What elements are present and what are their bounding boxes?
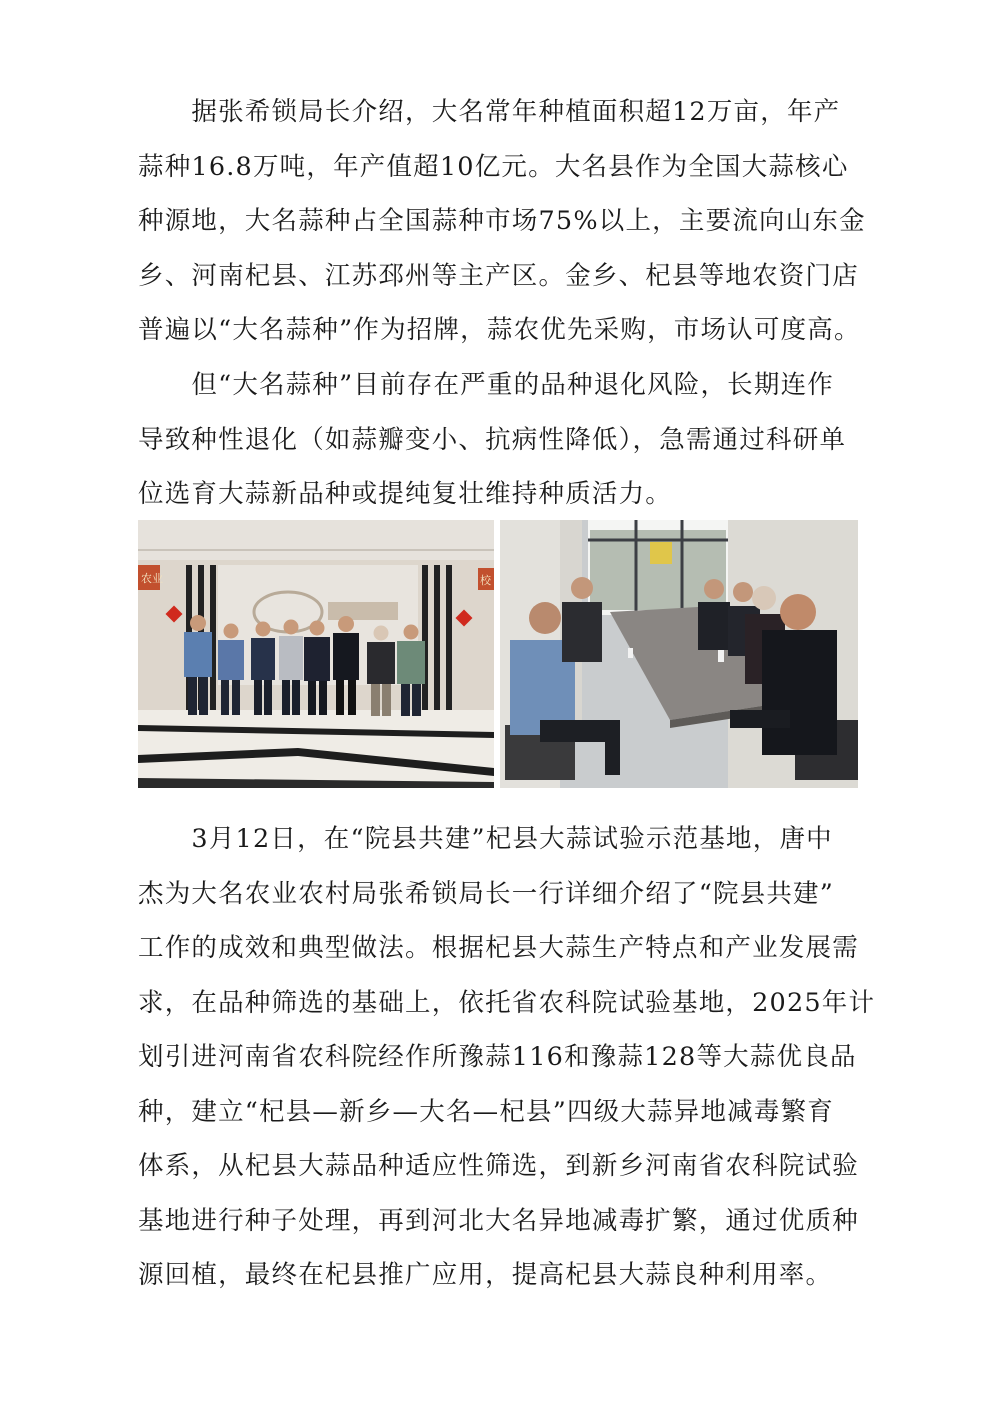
sign-left-text: 农业 — [141, 572, 163, 585]
group-photo — [138, 520, 494, 788]
text-line: 种，建立“杞县—新乡—大名—杞县”四级大蒜异地减毒繁育 — [138, 1096, 834, 1127]
text-line: 3月12日，在“院县共建”杞县大蒜试验示范基地，唐中 — [138, 824, 833, 854]
text-line: 乡、河南杞县、江苏邳州等主产区。金乡、杞县等地农资门店 — [138, 260, 859, 291]
paragraph-visit — [138, 812, 876, 1303]
text-line: 位选育大蒜新品种或提纯复壮维持种质活力。 — [138, 479, 673, 509]
text-line: 据张希锁局长介绍，大名常年种植面积超12万亩，年产 — [138, 97, 841, 127]
text-line: 导致种性退化（如蒜瓣变小、抗病性降低），急需通过科研单 — [138, 424, 847, 455]
meeting-photo — [500, 520, 858, 788]
text-line: 种源地，大名蒜种占全国蒜种市场75%以上，主要流向山东金 — [138, 206, 866, 236]
text-line: 但“大名蒜种”目前存在严重的品种退化风险，长期连作 — [138, 370, 834, 400]
sign-right-text: 校 — [480, 574, 491, 587]
paragraph-risk — [138, 358, 862, 522]
text-line: 普遍以“大名蒜种”作为招牌，蒜农优先采购，市场认可度高。 — [138, 315, 861, 345]
text-line: 杰为大名农业农村局张希锁局长一行详细介绍了“院县共建” — [138, 878, 834, 909]
text-line: 基地进行种子处理，再到河北大名异地减毒扩繁，通过优质种 — [138, 1205, 859, 1236]
paragraph-intro — [138, 85, 866, 358]
text-line: 源回植，最终在杞县推广应用，提高杞县大蒜良种利用率。 — [138, 1260, 833, 1290]
text-line: 求，在品种筛选的基础上，依托省农科院试验基地，2025年计 — [138, 987, 876, 1018]
text-line: 划引进河南省农科院经作所豫蒜116和豫蒜128等大蒜优良品 — [138, 1042, 857, 1072]
text-line: 工作的成效和典型做法。根据杞县大蒜生产特点和产业发展需 — [138, 933, 859, 963]
text-line: 体系，从杞县大蒜品种适应性筛选，到新乡河南省农科院试验 — [138, 1151, 859, 1181]
text-line: 蒜种16.8万吨，年产值超10亿元。大名县作为全国大蒜核心 — [138, 151, 849, 182]
